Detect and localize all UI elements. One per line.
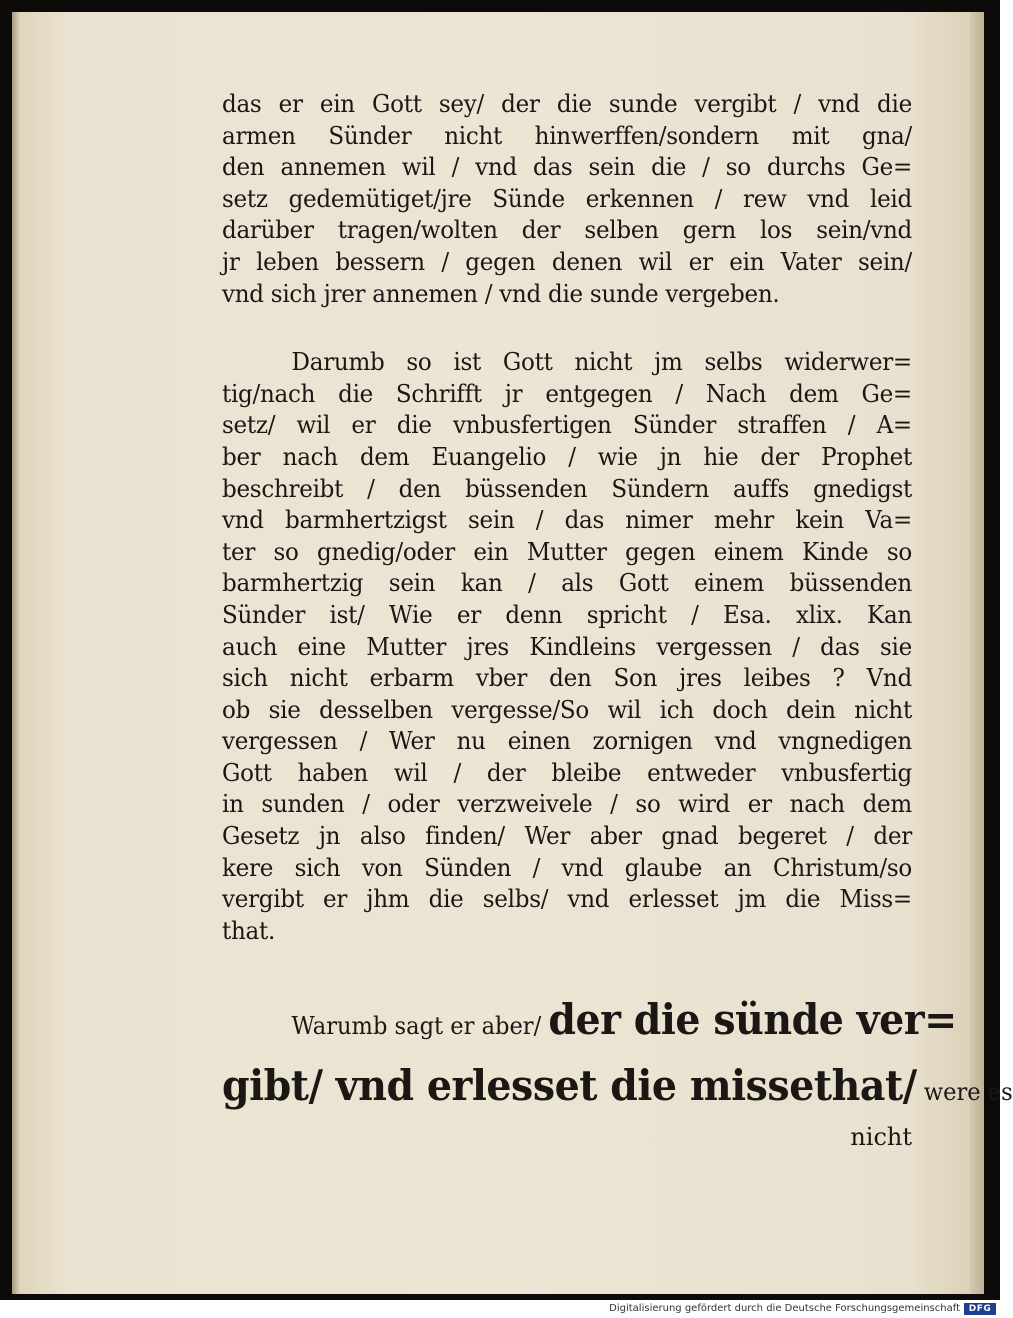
paragraph-3-line-1 <box>222 990 957 1056</box>
text-line: darüber tragen/wolten der selben gern los sein/vnd <box>222 215 912 245</box>
book-page <box>12 12 1013 1294</box>
paragraph-2 <box>222 346 912 946</box>
text-line: setz/ wil er die vnbusfertigen Sünder straffen / A= <box>222 410 912 440</box>
text-line: vnd sich jrer annemen / vnd die sunde vergeben. <box>222 278 780 308</box>
text-line: beschreibt / den büssenden Sündern auffs gnedigst <box>222 473 912 503</box>
paragraph-3-lead-text: Warumb sagt er aber/ <box>291 1012 542 1041</box>
text-line: ob sie desselben vergesse/So wil ich doch dein nicht <box>222 694 912 724</box>
text-line: vnd barmhertzigst sein / das nimer mehr kein Va= <box>222 505 912 535</box>
text-line: armen Sünder nicht hinwerffen/sondern mit gna/ <box>222 120 912 150</box>
text-line: ter so gnedig/oder ein Mutter gegen einem Kinde so <box>222 536 912 566</box>
text-line: vergessen / Wer nu einen zornigen vnd vngnedigen <box>222 726 912 756</box>
text-line: setz gedemütiget/jre Sünde erkennen / rew vnd leid <box>222 183 912 213</box>
page-gutter-shadow <box>12 12 20 1294</box>
text-line: Gesetz jn also finden/ Wer aber gnad begeret / der <box>222 821 912 851</box>
text-line: that. <box>222 915 275 945</box>
catchword: nicht <box>850 1123 912 1152</box>
text-line: das er ein Gott sey/ der die sunde vergibt / vnd die <box>222 89 912 118</box>
dfg-logo: DFG <box>964 1303 996 1315</box>
paragraph-3-line-2 <box>222 1056 1013 1122</box>
text-line: ber nach dem Euangelio / wie jn hie der Prophet <box>222 441 912 471</box>
text-line: sich nicht erbarm vber den Son jres leibes ? Vnd <box>222 663 912 693</box>
text-line: den annemen wil / vnd das sein die / so durchs Ge= <box>222 152 912 182</box>
text-line: tig/nach die Schrifft jr entgegen / Nach dem Ge= <box>222 378 912 408</box>
text-line: in sunden / oder verzweivele / so wird er nach dem <box>222 789 912 819</box>
text-line: kere sich von Sünden / vnd glaube an Christum/so <box>222 852 912 882</box>
paragraph-3-heading-text: der die sünde ver= <box>548 995 957 1045</box>
text-line: Darumb so ist Gott nicht jm selbs widerwer= <box>291 347 912 377</box>
text-line: Sünder ist/ Wie er denn spricht / Esa. xlix. Kan <box>222 599 912 629</box>
text-line: Gott haben wil / der bleibe entweder vnbusfertig <box>222 757 912 787</box>
paragraph-1 <box>222 88 912 309</box>
text-line: jr leben bessern / gegen denen wil er ein Vater sein/ <box>222 246 912 276</box>
text-line: auch eine Mutter jres Kindleins vergessen / das sie <box>222 631 912 661</box>
text-line: barmhertzig sein kan / als Gott einem büssenden <box>222 568 912 598</box>
paragraph-gap <box>222 309 912 346</box>
footer-bar <box>0 1300 1000 1318</box>
paragraph-3-heading-text-2: gibt/ vnd erlesset die missethat/ <box>222 1061 917 1111</box>
footer-credit-text: Digitalisierung gefördert durch die Deutsche Forschungsgemeinschaft <box>609 1303 960 1314</box>
paragraph-3 <box>222 990 1013 1152</box>
text-line: vergibt er jhm die selbs/ vnd erlesset jm die Miss= <box>222 884 912 914</box>
paragraph-3-trailing-text: were es <box>923 1078 1013 1107</box>
page-text-block <box>222 88 1013 1152</box>
paragraph-gap <box>222 946 912 990</box>
